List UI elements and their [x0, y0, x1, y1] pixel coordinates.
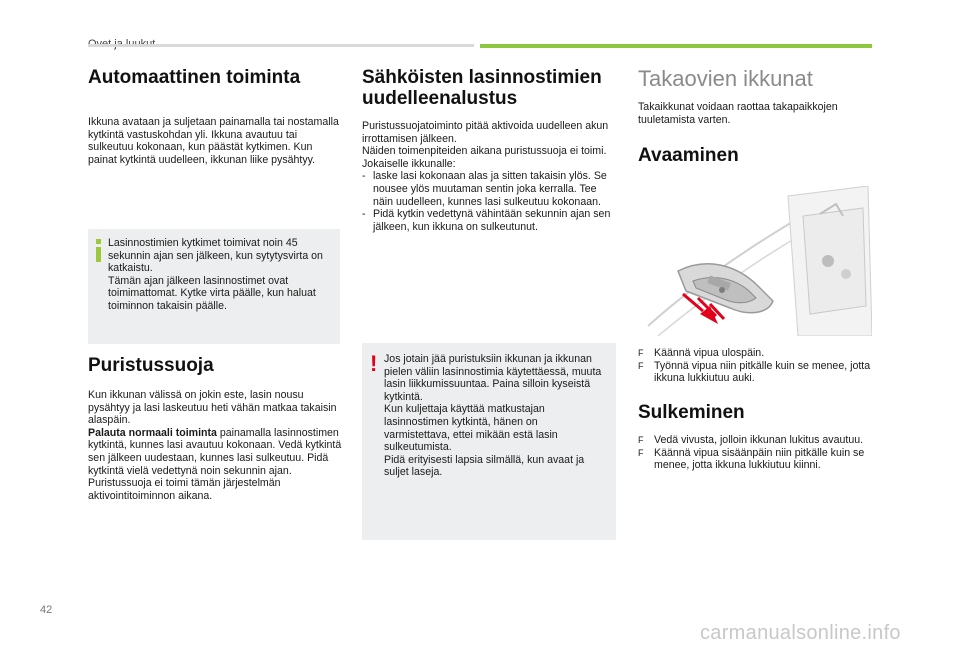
heading-reset: Sähköisten lasinnostimien uudelleenalustus: [362, 67, 602, 109]
heading-closing: Sulkeminen: [638, 402, 745, 423]
heading-automatic: Automaattinen toiminta: [88, 67, 301, 88]
reset-content: [362, 120, 618, 233]
watermark: carmanualsonline.info: [700, 622, 901, 644]
heading-anti-pinch: Puristussuoja: [88, 355, 214, 376]
closing-step-1: F Vedä vivusta, jolloin ikkunan lukitus avautuu.: [638, 434, 874, 447]
anti-pinch-bold: Palauta normaali toiminta: [88, 426, 217, 439]
reset-step-2: - Pidä kytkin vedettynä vähintään sekunnin ajan sen jälkeen, kun ikkuna on sulkeutunut.: [362, 208, 618, 233]
text-anti-pinch: [88, 389, 344, 502]
info-text: Lasinnostimien kytkimet toimivat noin 45 sekunnin ajan sen jälkeen, kun sytytysvirta on katkaistu. Tämän ajan jälkeen lasinnostimet ovat toimimattomat. Kytke virta päälle, kun haluat toiminnon takaisin päälle.: [108, 237, 323, 312]
header-rule: [88, 44, 474, 47]
info-icon: [96, 239, 101, 262]
reset-intro: Puristussuojatoiminto pitää aktivoida uudelleen akun irrottamisen jälkeen. Näiden toimenpiteiden aikana puristussuoja ei toimi. Jokaiselle ikkunalle:: [362, 120, 609, 170]
closing-steps: [638, 434, 874, 472]
text-automatic: Ikkuna avataan ja suljetaan painamalla tai nostamalla kytkintä vastuskohdan yli. Ikkuna avautuu tai sulkeutuu kokonaan, kun päästät kytkimen. Kun painat kytkintä uudelleen, ikkunan liike pysähtyy.: [88, 116, 339, 166]
heading-opening: Avaaminen: [638, 145, 739, 166]
opening-step-1: F Käännä vipua ulospäin.: [638, 347, 874, 360]
heading-rear-windows: Takaovien ikkunat: [638, 66, 813, 91]
opening-steps: [638, 347, 874, 385]
door-illustration: [638, 186, 872, 336]
warning-box: [362, 343, 616, 540]
closing-step-2: F Käännä vipua sisäänpäin niin pitkälle kuin se menee, jotta ikkuna lukkiutuu kiinni.: [638, 447, 874, 472]
anti-pinch-text-1: Kun ikkunan välissä on jokin este, lasin nousu pysähtyy ja lasi laskeutuu heti vähän matkaa takaisin alaspäin.: [88, 389, 337, 427]
opening-step-2: F Työnnä vipua niin pitkälle kuin se menee, jotta ikkuna lukkiutuu auki.: [638, 360, 874, 385]
rear-window-latch-illustration: [638, 186, 872, 336]
page-number: 42: [40, 604, 53, 616]
warning-icon: !: [370, 351, 378, 376]
reset-step-1: - laske lasi kokonaan alas ja sitten takaisin ylös. Se nousee ylös muutaman sentin joka kerralla. Tee näin uudelleen, kunnes lasi sulkeutuu kokonaan.: [362, 170, 618, 208]
info-box: [88, 229, 340, 344]
anti-pinch-text-2: painamalla lasinnostimen kytkintä, kunnes lasi avautuu kokonaan. Vedä kytkintä sen jälkeen uudestaan, kunnes lasi sulkeutuu. Pidä kytkintä vielä vedettynä noin sekunnin ajan. Puristussuoja ei toimi tämän järjestelmän aktivointitoiminnon aikana.: [88, 426, 342, 502]
text-rear-windows: Takaikkunat voidaan raottaa takapaikkojen tuuletamista varten.: [638, 101, 838, 126]
header-accent-rule: [480, 44, 872, 48]
warning-text: Jos jotain jää puristuksiin ikkunan ja ikkunan pielen väliin lasinnostimia käytettäessä, muuta lasin liikkumissuuntaa. Paina silloin kyseistä kytkintä. Kun kuljettaja käyttää matkustajan lasinnostimen kytkintä, hänen on varmistettava, ettei mikään estä lasin sulkeutumista. Pidä erityisesti lapsia silmällä, kun avaat ja suljet laseja.: [384, 353, 602, 479]
